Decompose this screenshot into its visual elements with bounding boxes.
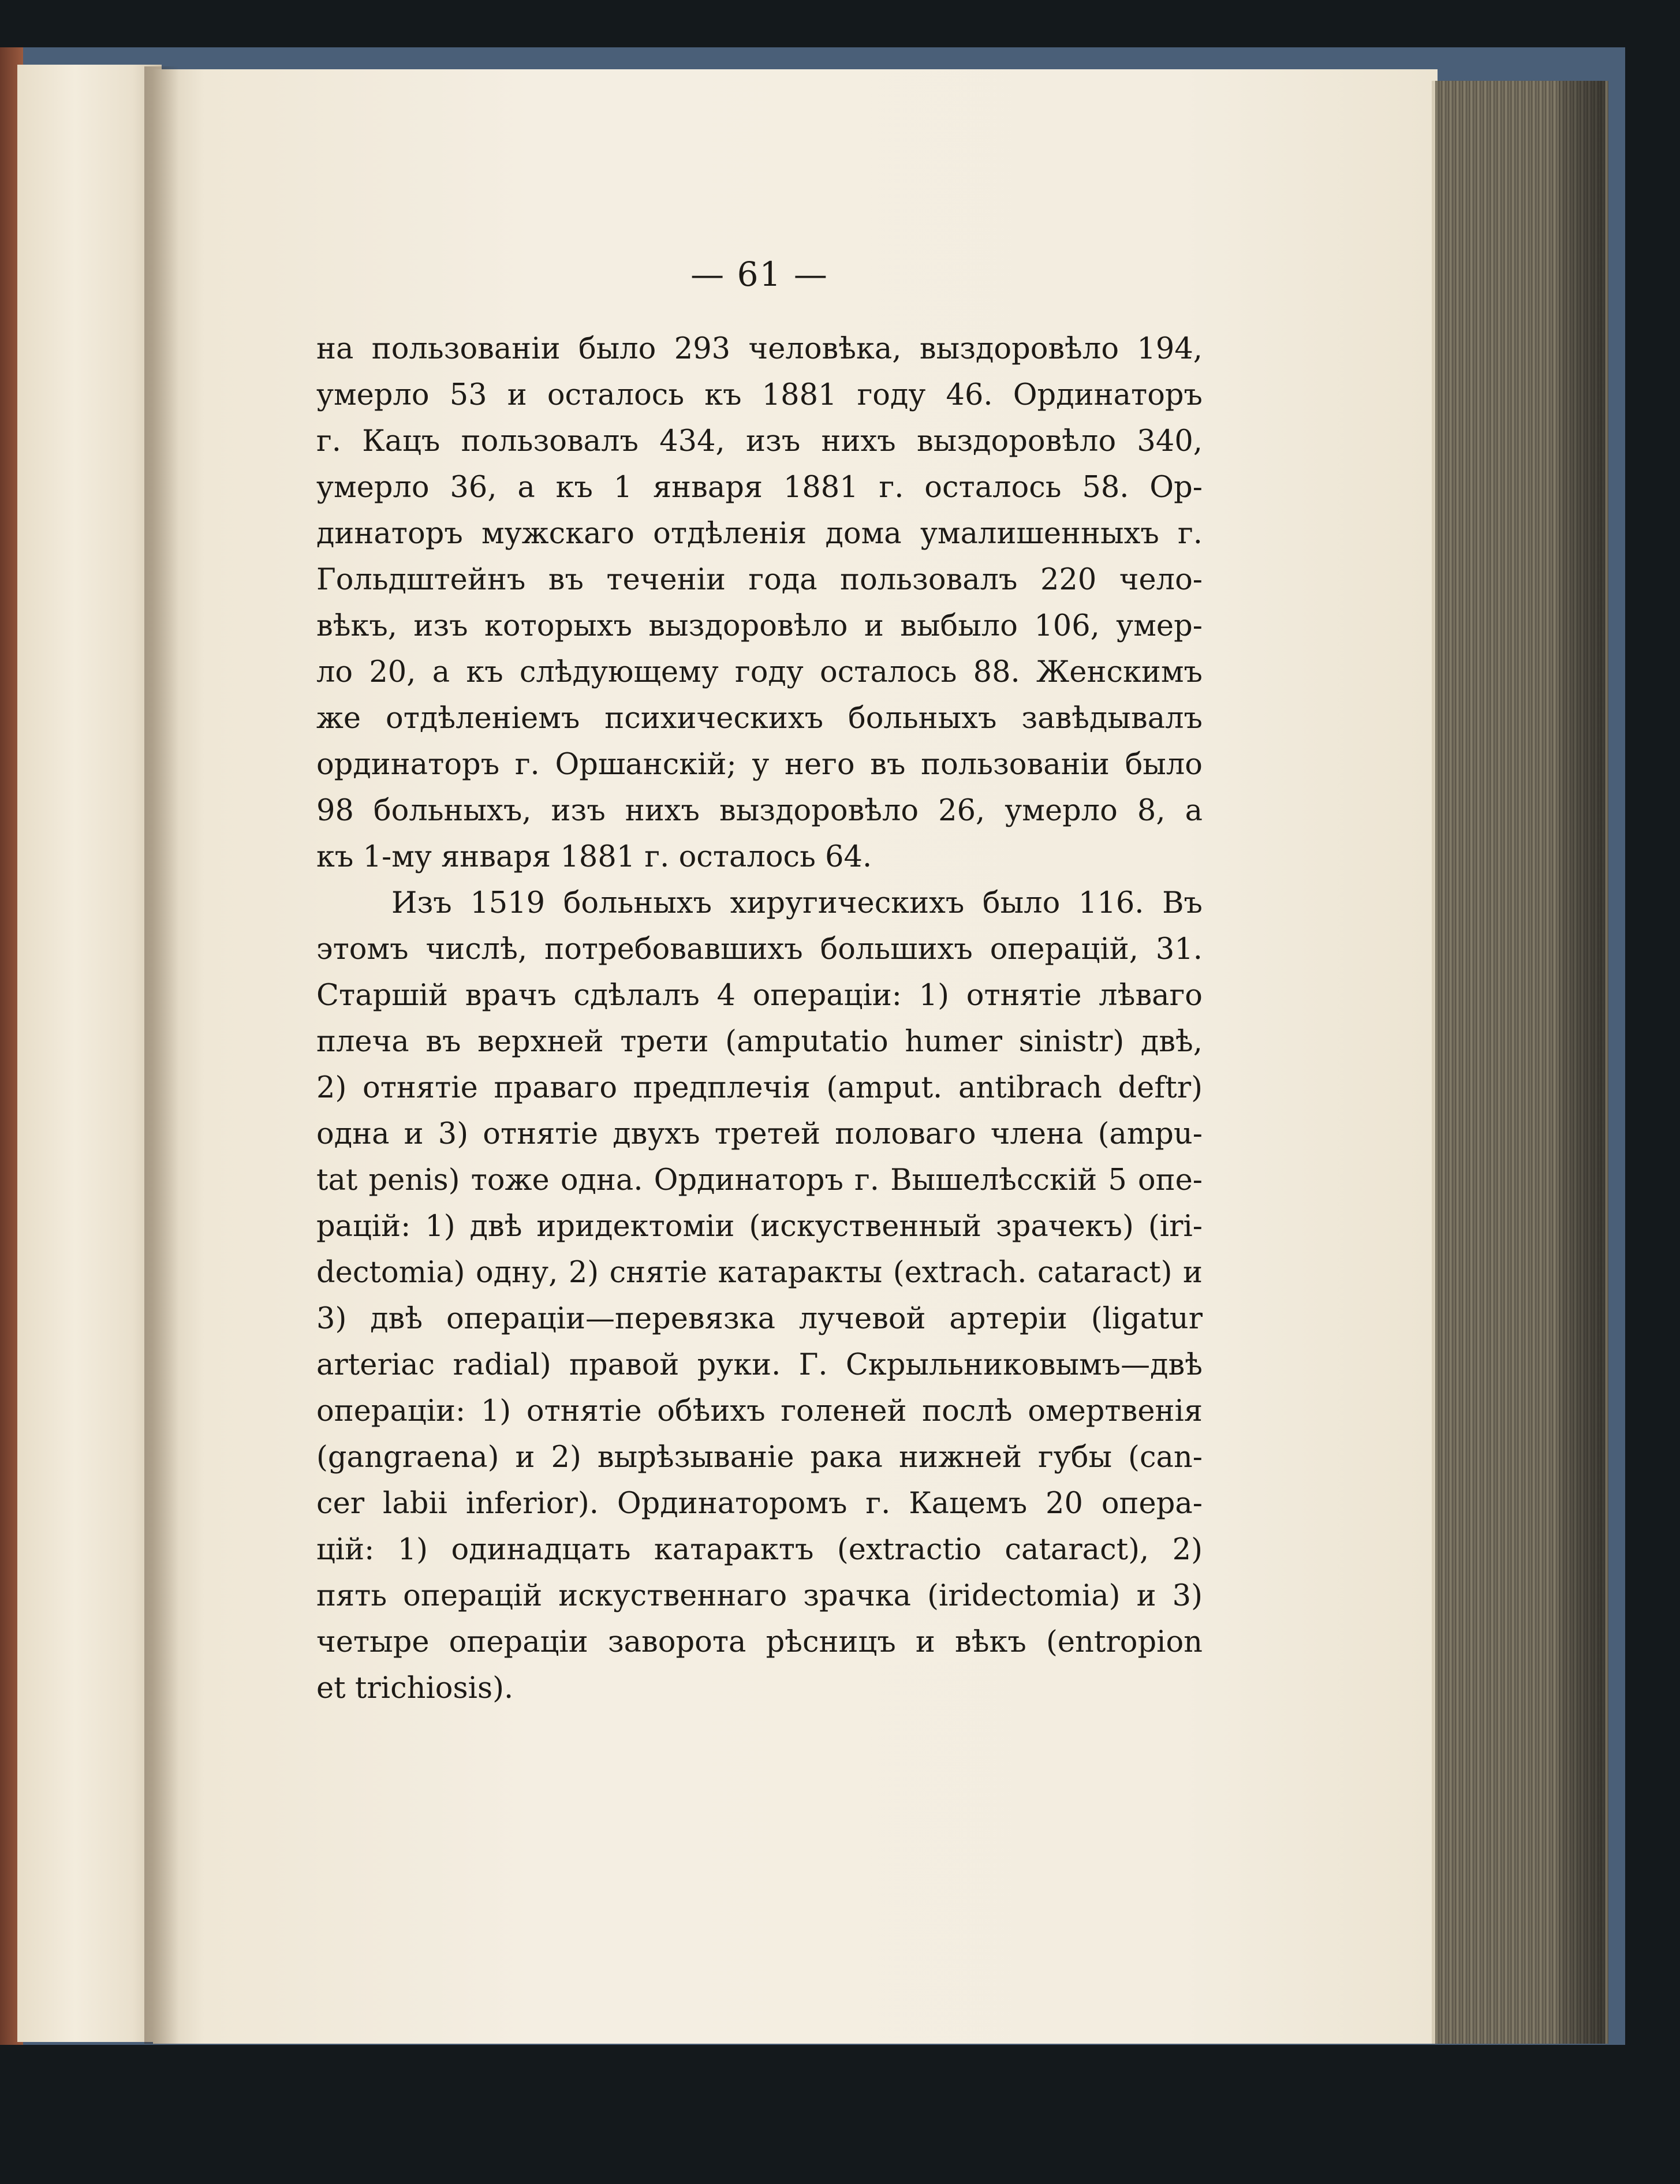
page-number: — 61 — [690, 255, 828, 294]
text-line: умерло 36, а къ 1 января 1881 г. осталось 58. Ор- [316, 471, 1203, 505]
gutter-shadow [144, 66, 179, 2044]
text-line: Изъ 1519 больныхъ хиругическихъ было 116. Въ [391, 886, 1203, 920]
paragraph [316, 880, 1203, 1712]
text-line: ординаторъ г. Оршанскій; у него въ пользованіи было [316, 748, 1203, 782]
text-line: рацій: 1) двѣ иридектоміи (искуственный зрачекъ) (iri- [316, 1209, 1203, 1244]
left-page [17, 65, 162, 2042]
text-line: tat penis) тоже одна. Ординаторъ г. Вышелѣсскій 5 опе- [316, 1163, 1203, 1197]
text-line: cer labii inferior). Ординаторомъ г. Кацемъ 20 опера- [316, 1487, 1203, 1521]
text-line: ло 20, а къ слѣдующему году осталось 88. Женскимъ [316, 655, 1203, 689]
text-line: arteriac radial) правой руки. Г. Скрыльниковымъ—двѣ [316, 1348, 1203, 1382]
paragraph [316, 326, 1203, 880]
text-line: къ 1-му января 1881 г. осталось 64. [316, 840, 872, 874]
text-line: 98 больныхъ, изъ нихъ выздоровѣло 26, умерло 8, а [316, 794, 1203, 828]
text-line: динаторъ мужскаго отдѣленія дома умалишенныхъ г. [316, 517, 1203, 551]
text-line: Старшій врачъ сдѣлалъ 4 операціи: 1) отнятіе лѣваго [316, 979, 1203, 1013]
text-line: пять операцій искуственнаго зрачка (iridectomia) и 3) [316, 1579, 1203, 1613]
text-line: одна и 3) отнятіе двухъ третей половаго члена (ampu- [316, 1117, 1203, 1151]
text-block [316, 242, 1203, 1712]
text-line: на пользованіи было 293 человѣка, выздоровѣло 194, [316, 332, 1203, 366]
text-line: 3) двѣ операціи—перевязка лучевой артеріи (ligatur [316, 1302, 1203, 1336]
text-line: вѣкъ, изъ которыхъ выздоровѣло и выбыло 106, умер- [316, 609, 1203, 643]
text-line: цій: 1) одинадцать катарактъ (extractio cataract), 2) [316, 1533, 1203, 1567]
text-line: г. Кацъ пользовалъ 434, изъ нихъ выздоровѣло 340, [316, 424, 1203, 458]
text-line: et trichiosis). [316, 1671, 514, 1705]
text-line: этомъ числѣ, потребовавшихъ большихъ операцій, 31. [316, 932, 1203, 966]
text-line: же отдѣленіемъ психическихъ больныхъ завѣдывалъ [316, 701, 1203, 736]
text-line: четыре операціи заворота рѣсницъ и вѣкъ (entropion [316, 1625, 1203, 1659]
text-line: (gangraena) и 2) вырѣзываніе рака нижней губы (can- [316, 1440, 1203, 1474]
text-line: dectomia) одну, 2) снятіе катаракты (extrach. cataract) и [316, 1256, 1203, 1290]
text-line: Гольдштейнъ въ теченіи года пользовалъ 220 чело- [316, 563, 1203, 597]
text-line: умерло 53 и осталось къ 1881 году 46. Ординаторъ [316, 378, 1203, 412]
page-stack-shadow [1559, 81, 1605, 2044]
text-line: операціи: 1) отнятіе обѣихъ голеней послѣ омертвенія [316, 1394, 1203, 1428]
text-line: 2) отнятіе праваго предплечія (amput. antibrach deftr) [316, 1071, 1203, 1105]
text-line: плеча въ верхней трети (amputatio humer sinistr) двѣ, [316, 1025, 1203, 1059]
